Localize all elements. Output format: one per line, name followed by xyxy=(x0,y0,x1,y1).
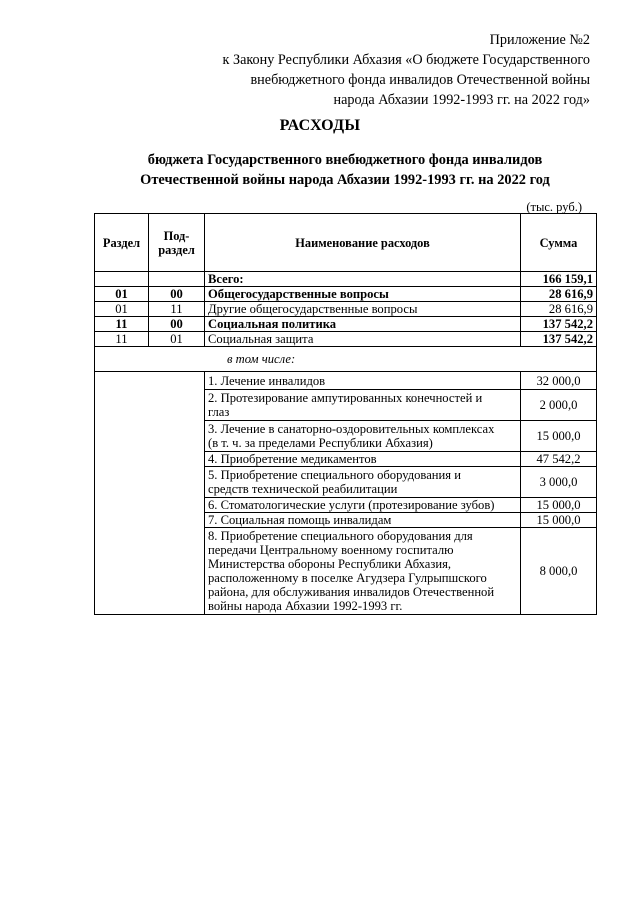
subsection-code: 00 xyxy=(149,317,205,332)
item-line: района, для обслуживания инвалидов Отечественной xyxy=(208,585,495,599)
total-section-cell xyxy=(95,272,149,287)
item-name xyxy=(205,390,521,421)
item-name xyxy=(205,372,521,390)
item-amount: 3 000,0 xyxy=(521,467,597,498)
total-subsection-cell xyxy=(149,272,205,287)
total-row xyxy=(95,272,597,287)
expense-name: Социальная политика xyxy=(205,317,521,332)
item-amount: 8 000,0 xyxy=(521,528,597,615)
document-title: РАСХОДЫ xyxy=(279,117,361,134)
item-line: 2. Протезирование ампутированных конечностей и xyxy=(208,391,483,405)
list-item xyxy=(95,372,597,390)
expense-name: Другие общегосударственные вопросы xyxy=(205,302,521,317)
table-row xyxy=(95,317,597,332)
expense-name: Социальная защита xyxy=(205,332,521,347)
subsection-code: 11 xyxy=(149,302,205,317)
expense-amount: 28 616,9 xyxy=(521,302,597,317)
total-label: Всего: xyxy=(205,272,521,287)
item-line: 1. Лечение инвалидов xyxy=(208,373,326,388)
item-name xyxy=(205,513,521,528)
including-label: в том числе: xyxy=(95,347,597,372)
appendix-line: народа Абхазии 1992-1993 гг. на 2022 год» xyxy=(333,92,590,108)
total-amount: 166 159,1 xyxy=(521,272,597,287)
header-subsection-line: раздел xyxy=(158,242,195,257)
including-row xyxy=(95,347,597,372)
section-code: 11 xyxy=(95,332,149,347)
subtitle-line: бюджета Государственного внебюджетного фонда инвалидов xyxy=(147,152,543,168)
document-subtitle xyxy=(0,150,640,190)
item-line: 4. Приобретение медикаментов xyxy=(208,452,377,466)
section-code: 01 xyxy=(95,302,149,317)
item-name xyxy=(205,498,521,513)
item-line: (в т. ч. за пределами Республики Абхазия) xyxy=(208,436,433,450)
item-line: Министерства обороны Республики Абхазия, xyxy=(208,557,452,571)
section-code: 11 xyxy=(95,317,149,332)
appendix-line: к Закону Республики Абхазия «О бюджете Государственного xyxy=(222,52,590,68)
item-name xyxy=(205,452,521,467)
table-row xyxy=(95,332,597,347)
item-amount: 15 000,0 xyxy=(521,513,597,528)
item-line: глаз xyxy=(208,405,230,419)
appendix-line: внебюджетного фонда инвалидов Отечественной войны xyxy=(250,72,590,88)
unit-label: (тыс. руб.) xyxy=(526,200,582,214)
subsection-code: 01 xyxy=(149,332,205,347)
item-line: расположенному в поселке Агудзера Гулрыпшского xyxy=(208,571,487,585)
item-name xyxy=(205,421,521,452)
header-name: Наименование расходов xyxy=(205,214,521,272)
section-code: 01 xyxy=(95,287,149,302)
blank-code-cell xyxy=(95,372,205,615)
table-row xyxy=(95,302,597,317)
appendix-header xyxy=(223,30,590,110)
item-line: средств технической реабилитации xyxy=(208,482,398,496)
item-amount: 32 000,0 xyxy=(521,372,597,390)
item-amount: 15 000,0 xyxy=(521,498,597,513)
header-subsection xyxy=(149,214,205,272)
expense-amount: 28 616,9 xyxy=(521,287,597,302)
table-header-row xyxy=(95,214,597,272)
table-row xyxy=(95,287,597,302)
header-amount: Сумма xyxy=(521,214,597,272)
item-name xyxy=(205,528,521,615)
item-amount: 2 000,0 xyxy=(521,390,597,421)
header-section: Раздел xyxy=(95,214,149,272)
expense-amount: 137 542,2 xyxy=(521,317,597,332)
subsection-code: 00 xyxy=(149,287,205,302)
item-line: передачи Центральному военному госпиталю xyxy=(208,543,454,557)
item-line: войны народа Абхазии 1992-1993 гг. xyxy=(208,599,403,613)
item-line: 3. Лечение в санаторно-оздоровительных комплексах xyxy=(208,422,495,436)
header-subsection-line: Под- xyxy=(163,228,190,243)
item-name xyxy=(205,467,521,498)
expense-name: Общегосударственные вопросы xyxy=(205,287,521,302)
item-line: 7. Социальная помощь инвалидам xyxy=(208,513,392,527)
expenses-table xyxy=(94,213,597,615)
subtitle-line: Отечественной войны народа Абхазии 1992-1993 гг. на 2022 год xyxy=(140,172,550,188)
item-line: 8. Приобретение специального оборудования для xyxy=(208,529,473,543)
item-line: 6. Стоматологические услуги (протезирование зубов) xyxy=(208,498,495,512)
item-amount: 15 000,0 xyxy=(521,421,597,452)
expense-amount: 137 542,2 xyxy=(521,332,597,347)
appendix-line: Приложение №2 xyxy=(489,32,590,48)
item-amount: 47 542,2 xyxy=(521,452,597,467)
item-line: 5. Приобретение специального оборудования и xyxy=(208,468,461,482)
